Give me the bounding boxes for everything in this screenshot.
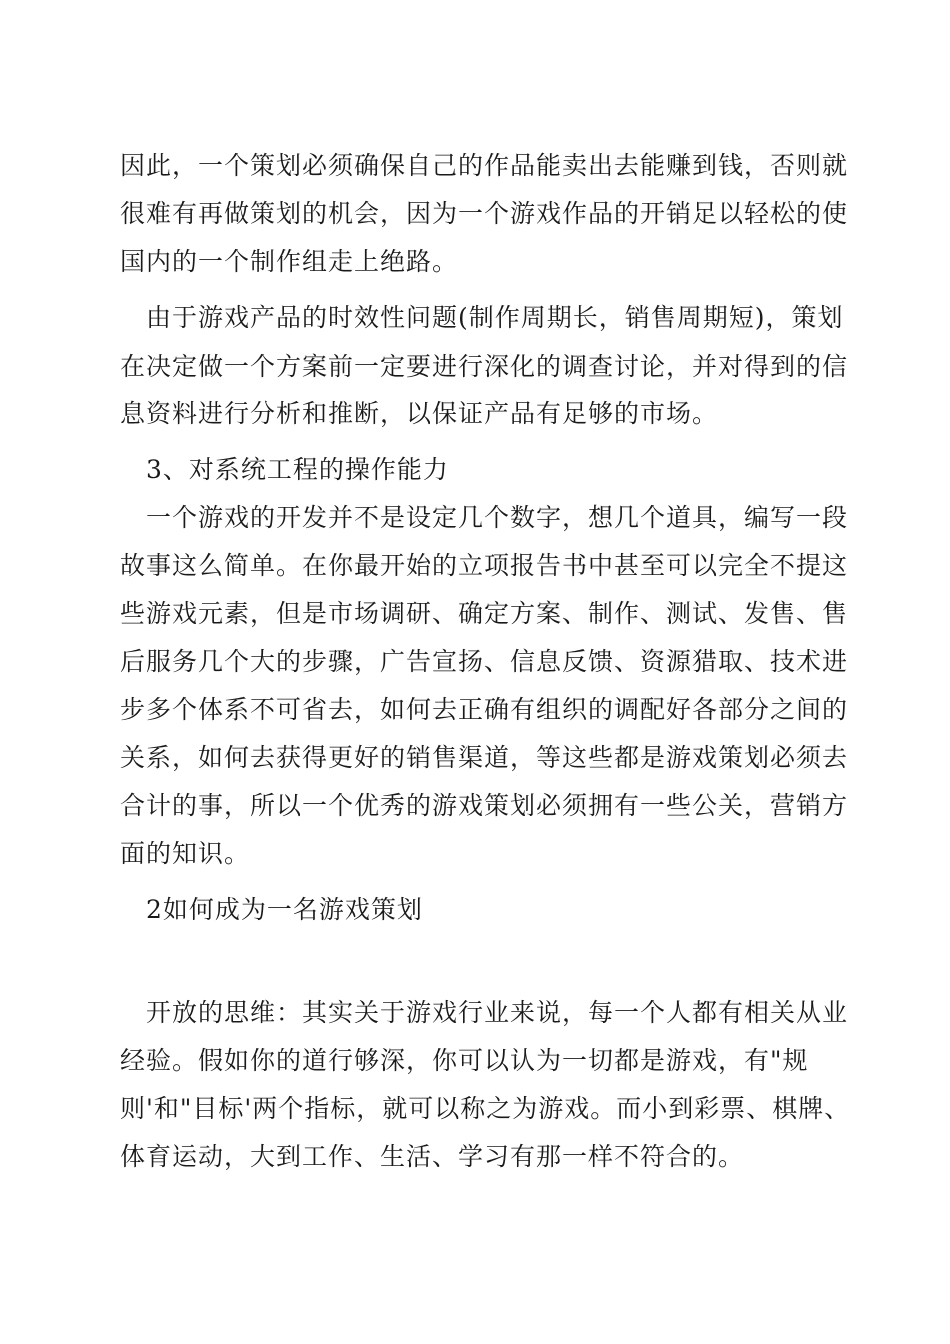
paragraph-line: 后服务几个大的步骤，广告宣扬、信息反馈、资源猎取、技术进	[120, 647, 849, 676]
paragraph-line: 故事这么简单。在你最开始的立项报告书中甚至可以完全不提这	[120, 551, 849, 580]
paragraph-line: 息资料进行分析和推断，以保证产品有足够的市场。	[120, 399, 719, 428]
paragraph-line: 因此，一个策划必须确保自己的作品能卖出去能赚到钱，否则就	[120, 151, 849, 180]
paragraph-line: 些游戏元素，但是市场调研、确定方案、制作、测试、发售、售	[120, 599, 849, 628]
paragraph-line: 国内的一个制作组走上绝路。	[120, 247, 459, 276]
paragraph-line: 在决定做一个方案前一定要进行深化的调查讨论，并对得到的信	[120, 352, 849, 381]
paragraph-line: 经验。假如你的道行够深，你可以认为一切都是游戏，有"规	[120, 1046, 809, 1075]
paragraph-line: 开放的思维：其实关于游戏行业来说，每一个人都有相关从业	[146, 998, 849, 1027]
section-heading: 3、对系统工程的操作能力	[146, 455, 449, 484]
paragraph-line: 则'和"目标'两个指标，就可以称之为游戏。而小到彩票、棋牌、	[120, 1094, 851, 1123]
paragraph-line: 面的知识。	[120, 839, 251, 868]
section-heading: 2如何成为一名游戏策划	[146, 895, 423, 924]
paragraph-line: 体育运动，大到工作、生活、学习有那一样不符合的。	[120, 1142, 745, 1171]
paragraph-line: 合计的事，所以一个优秀的游戏策划必须拥有一些公关，营销方	[120, 791, 849, 820]
paragraph-line: 步多个体系不可省去，如何去正确有组织的调配好各部分之间的	[120, 695, 849, 724]
paragraph-line: 一个游戏的开发并不是设定几个数字，想几个道具，编写一段	[146, 503, 849, 532]
paragraph-line: 由于游戏产品的时效性问题(制作周期长，销售周期短)，策划	[146, 303, 844, 332]
paragraph-line: 关系，如何去获得更好的销售渠道，等这些都是游戏策划必须去	[120, 743, 849, 772]
paragraph-line: 很难有再做策划的机会，因为一个游戏作品的开销足以轻松的使	[120, 199, 849, 228]
